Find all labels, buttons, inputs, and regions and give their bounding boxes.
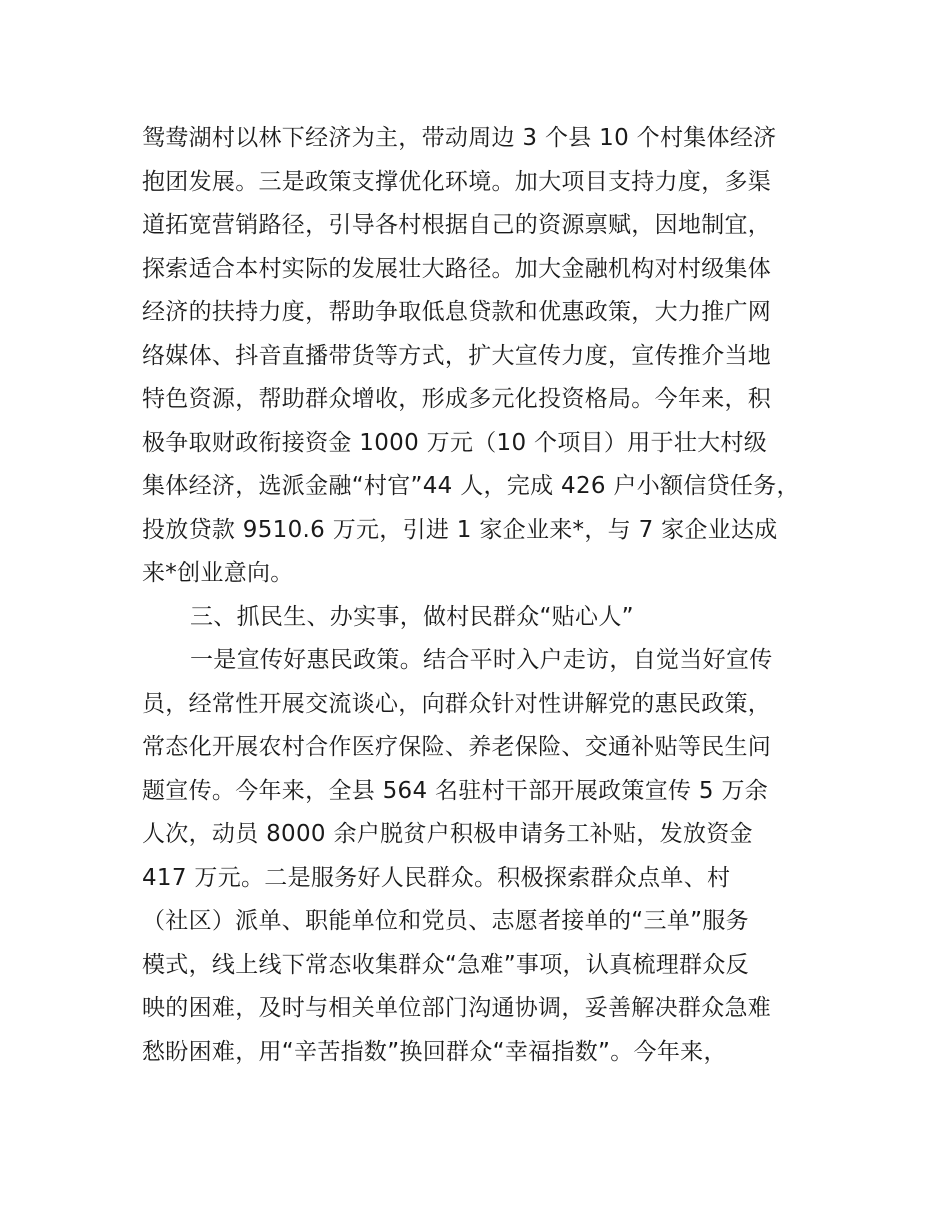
text-line: 鸳鸯湖村以林下经济为主，带动周边 3 个县 10 个村集体经济	[142, 125, 777, 151]
text-line: 极争取财政衔接资金 1000 万元（10 个项目）用于壮大村级	[142, 429, 768, 456]
text-line: 道拓宽营销路径，引导各村根据自己的资源禀赋，因地制宜，	[142, 212, 772, 238]
text-line: 模式，线上线下常态收集群众“急难”事项，认真梳理群众反	[142, 951, 749, 978]
text-line: （社区）派单、职能单位和党员、志愿者接单的“三单”服务	[142, 908, 749, 934]
text-line: 一是宣传好惠民政策。结合平时入户走访，自觉当好宣传	[190, 647, 773, 673]
text-line: 集体经济，选派金融“村官”44 人，完成 426 户小额信贷任务，	[142, 473, 800, 499]
text-line: 特色资源，帮助群众增收，形成多元化投资格局。今年来，积	[142, 386, 772, 412]
document-body	[142, 117, 842, 1074]
text-line: 抱团发展。三是政策支撑优化环境。加大项目支持力度，多渠	[142, 168, 772, 195]
text-line: 探索适合本村实际的发展壮大路径。加大金融机构对村级集体	[142, 255, 772, 282]
text-line: 投放贷款 9510.6 万元，引进 1 家企业来*，与 7 家企业达成	[142, 516, 778, 543]
text-line: 常态化开展农村合作医疗保险、养老保险、交通补贴等民生问	[142, 734, 772, 760]
text-line: 人次，动员 8000 余户脱贫户积极申请务工补贴，发放资金	[142, 821, 753, 847]
text-line: 络媒体、抖音直播带货等方式，扩大宣传力度，宣传推介当地	[142, 342, 772, 369]
text-line: 映的困难，及时与相关单位部门沟通协调，妥善解决群众急难	[142, 995, 772, 1021]
text-line: 愁盼困难，用“辛苦指数”换回群众“幸福指数”。今年来，	[142, 1038, 727, 1065]
text-line: 经济的扶持力度，帮助争取低息贷款和优惠政策，大力推广网	[142, 299, 772, 325]
text-line: 来*创业意向。	[142, 560, 294, 586]
text-line: 题宣传。今年来，全县 564 名驻村干部开展政策宣传 5 万余	[142, 777, 769, 804]
text-line: 417 万元。二是服务好人民群众。积极探索群众点单、村	[142, 864, 731, 891]
text-line: 三、抓民生、办实事，做村民群众“贴心人”	[190, 603, 634, 630]
text-line: 员，经常性开展交流谈心，向群众针对性讲解党的惠民政策，	[142, 690, 772, 717]
